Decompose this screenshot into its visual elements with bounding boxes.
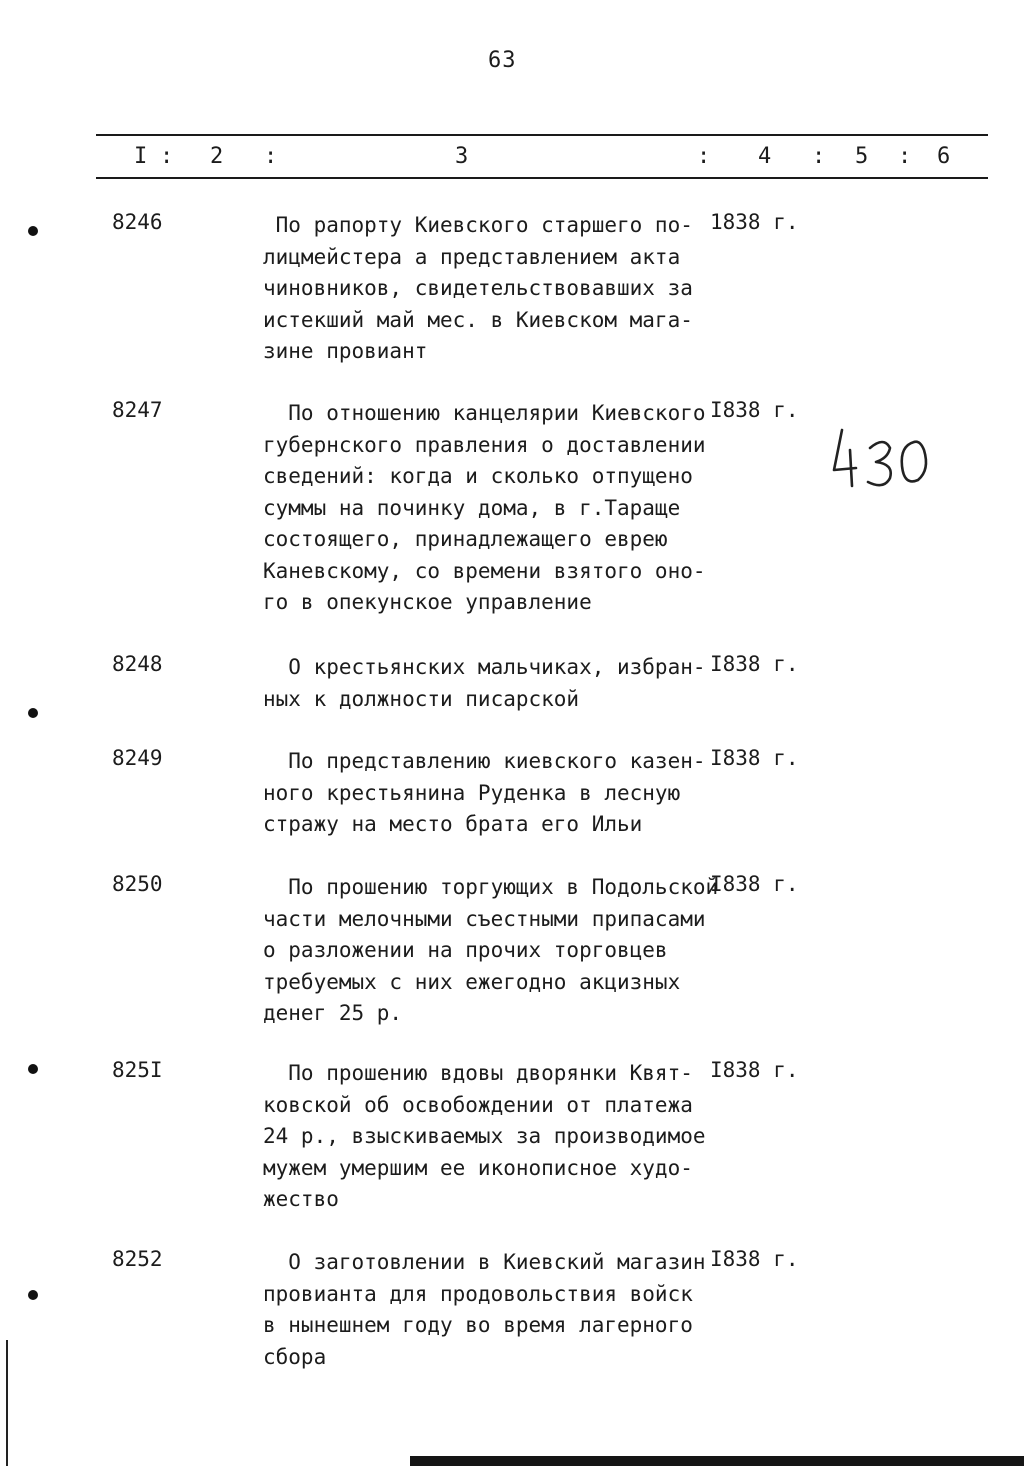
scan-edge-line	[6, 1340, 8, 1466]
record-number: 8249	[112, 746, 163, 770]
column-header-5: 5	[855, 144, 869, 169]
record-number: 8248	[112, 652, 163, 676]
header-top-rule	[96, 134, 988, 136]
record-text-line: По отношению канцелярии Киевского	[263, 401, 706, 425]
column-header-6: 6	[937, 144, 951, 169]
record-number: 8246	[112, 210, 163, 234]
record-year: I838 г.	[710, 746, 799, 770]
record-text-line: сбора	[263, 1344, 327, 1369]
column-header-3: 3	[455, 144, 469, 169]
column-separator: :	[812, 144, 826, 169]
record-text-line: сведений: когда и сколько отпущено	[263, 464, 693, 488]
binding-hole-mark	[28, 226, 38, 236]
record-text-line: О заготовлении в Киевский магазин	[263, 1250, 706, 1274]
record-description	[263, 210, 713, 368]
record-text-line: о разложении на прочих торговцев	[263, 938, 668, 962]
record-text-line: жество	[263, 1187, 339, 1211]
record-description	[263, 398, 713, 619]
record-description	[263, 652, 713, 715]
handwritten-annotation	[826, 424, 936, 494]
record-text-line: го в опекунское управление	[263, 590, 592, 614]
record-text-line: зине провиант	[263, 339, 428, 363]
scan-bottom-edge	[410, 1456, 1024, 1466]
record-year: I838 г.	[710, 872, 799, 896]
record-year: I838 г.	[710, 1058, 799, 1082]
record-year: I838 г.	[710, 398, 799, 422]
record-text-line: 24 р., взыскиваемых за производимое	[263, 1124, 706, 1148]
record-text-line: По рапорту Киевского старшего по-	[263, 213, 693, 237]
record-text-line: чиновников, свидетельствовавших за	[263, 276, 693, 300]
column-separator: :	[264, 144, 278, 169]
record-text-line: провианта для продовольствия войск	[263, 1281, 693, 1306]
binding-hole-mark	[28, 1290, 38, 1300]
header-bottom-rule	[96, 177, 988, 179]
record-description	[263, 1058, 713, 1216]
record-text-line: денег 25 р.	[263, 1001, 403, 1025]
record-text-line: ных к должности писарской	[263, 686, 580, 711]
record-text-line: стражу на место брата его Ильи	[263, 812, 643, 836]
record-text-line: истекший май мес. в Киевском мага-	[263, 307, 693, 332]
record-number: 8250	[112, 872, 163, 896]
record-text-line: лицмейстера а представлением акта	[263, 244, 681, 269]
column-header-4: 4	[758, 144, 772, 169]
record-year: I838 г.	[710, 652, 799, 676]
record-text-line: ного крестьянина Руденка в лесную	[263, 780, 681, 805]
record-text-line: мужем умершим ее иконописное худо-	[263, 1155, 693, 1180]
record-year: 1838 г.	[710, 210, 799, 234]
page-number: 63	[488, 48, 517, 73]
column-separator: :	[697, 144, 711, 169]
record-description	[263, 1247, 713, 1373]
record-year: I838 г.	[710, 1247, 799, 1271]
record-description	[263, 746, 713, 841]
record-text-line: ковской об освобождении от платежа	[263, 1092, 693, 1117]
record-text-line: По прошению торгующих в Подольской	[263, 875, 719, 899]
record-text-line: губернского правления о доставлении	[263, 432, 706, 457]
record-number: 8247	[112, 398, 163, 422]
record-text-line: По прошению вдовы дворянки Квят-	[263, 1061, 693, 1085]
column-header-2: 2	[210, 144, 224, 169]
record-number: 825I	[112, 1058, 163, 1082]
record-text-line: О крестьянских мальчиках, избран-	[263, 655, 706, 679]
record-text-line: суммы на починку дома, в г.Таращe	[263, 495, 681, 520]
record-text-line: состоящего, принадлежащего еврею	[263, 527, 668, 551]
record-text-line: Каневскому, со времени взятого оно-	[263, 558, 706, 583]
record-text-line: требуемых с них ежегодно акцизных	[263, 969, 681, 994]
record-text-line: части мелочными съестными припасами	[263, 906, 706, 931]
record-number: 8252	[112, 1247, 163, 1271]
binding-hole-mark	[28, 708, 38, 718]
binding-hole-mark	[28, 1064, 38, 1074]
column-separator: :	[898, 144, 912, 169]
column-separator: :	[160, 144, 174, 169]
record-text-line: в нынешнем году во время лагерного	[263, 1313, 693, 1337]
record-description	[263, 872, 719, 1030]
column-header-1: I	[134, 144, 148, 169]
record-text-line: По представлению киевского казен-	[263, 749, 706, 773]
